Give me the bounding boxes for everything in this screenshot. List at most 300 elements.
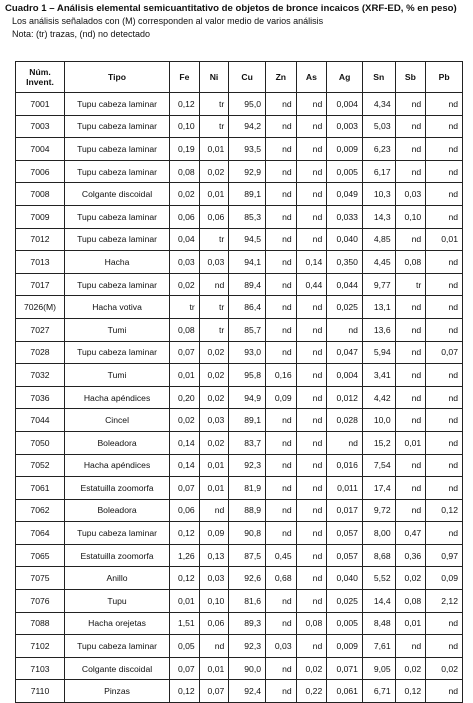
element-value-cell: tr — [199, 115, 229, 138]
column-header: Cu — [229, 62, 266, 93]
element-value-cell: 93,5 — [229, 138, 266, 161]
element-value-cell: nd — [327, 431, 363, 454]
element-value-cell: nd — [266, 341, 297, 364]
element-value-cell: nd — [426, 296, 463, 319]
element-value-cell: nd — [426, 431, 463, 454]
element-value-cell: 0,22 — [296, 680, 327, 703]
object-type-cell: Tupu cabeza laminar — [64, 228, 169, 251]
element-value-cell: 0,19 — [170, 138, 200, 161]
object-type-cell: Cincel — [64, 409, 169, 432]
element-value-cell: nd — [395, 228, 426, 251]
inventory-number-cell: 7052 — [16, 454, 65, 477]
column-header: Sn — [362, 62, 395, 93]
element-value-cell: nd — [266, 522, 297, 545]
element-value-cell: nd — [266, 251, 297, 274]
element-value-cell: 88,9 — [229, 499, 266, 522]
element-value-cell: 0,025 — [327, 590, 363, 613]
element-value-cell: nd — [395, 341, 426, 364]
element-value-cell: nd — [296, 431, 327, 454]
inventory-number-cell: 7004 — [16, 138, 65, 161]
element-value-cell: 17,4 — [362, 477, 395, 500]
element-value-cell: nd — [296, 160, 327, 183]
inventory-number-cell: 7027 — [16, 318, 65, 341]
table-row — [16, 431, 463, 454]
element-value-cell: 0,016 — [327, 454, 363, 477]
object-type-cell: Tupu cabeza laminar — [64, 93, 169, 116]
element-value-cell: nd — [395, 386, 426, 409]
column-header: Fe — [170, 62, 200, 93]
element-value-cell: nd — [426, 205, 463, 228]
element-value-cell: 92,4 — [229, 680, 266, 703]
element-value-cell: 0,06 — [199, 205, 229, 228]
element-value-cell: 0,10 — [395, 205, 426, 228]
table-row — [16, 93, 463, 116]
column-header: Sb — [395, 62, 426, 93]
element-value-cell: 7,61 — [362, 635, 395, 658]
element-value-cell: nd — [296, 183, 327, 206]
element-value-cell: nd — [266, 205, 297, 228]
element-value-cell: 0,20 — [170, 386, 200, 409]
table-row — [16, 657, 463, 680]
object-type-cell: Tumi — [64, 364, 169, 387]
element-value-cell: 0,01 — [199, 183, 229, 206]
inventory-number-cell: 7088 — [16, 612, 65, 635]
element-value-cell: 0,02 — [426, 657, 463, 680]
element-value-cell: 0,003 — [327, 115, 363, 138]
table-row — [16, 228, 463, 251]
element-value-cell: nd — [296, 228, 327, 251]
element-value-cell: 0,08 — [395, 590, 426, 613]
table-row — [16, 590, 463, 613]
element-value-cell: 0,08 — [170, 318, 200, 341]
column-header: Núm. Invent. — [16, 62, 65, 93]
inventory-number-cell: 7008 — [16, 183, 65, 206]
element-value-cell: 87,5 — [229, 544, 266, 567]
element-value-cell: 0,004 — [327, 364, 363, 387]
element-value-cell: 0,02 — [170, 409, 200, 432]
object-type-cell: Tupu cabeza laminar — [64, 273, 169, 296]
element-value-cell: 0,07 — [426, 341, 463, 364]
element-value-cell: nd — [199, 499, 229, 522]
element-value-cell: nd — [266, 409, 297, 432]
element-value-cell: nd — [426, 273, 463, 296]
element-value-cell: 0,01 — [199, 138, 229, 161]
element-value-cell: 0,04 — [170, 228, 200, 251]
element-value-cell: 0,049 — [327, 183, 363, 206]
element-value-cell: nd — [266, 138, 297, 161]
element-value-cell: 89,3 — [229, 612, 266, 635]
element-value-cell: nd — [266, 431, 297, 454]
element-value-cell: 0,01 — [170, 364, 200, 387]
element-value-cell: 0,01 — [199, 454, 229, 477]
element-value-cell: 92,3 — [229, 454, 266, 477]
element-value-cell: nd — [266, 590, 297, 613]
inventory-number-cell: 7009 — [16, 205, 65, 228]
element-value-cell: nd — [426, 93, 463, 116]
element-value-cell: nd — [296, 544, 327, 567]
element-value-cell: 95,8 — [229, 364, 266, 387]
element-value-cell: nd — [296, 115, 327, 138]
element-value-cell: 89,4 — [229, 273, 266, 296]
element-value-cell: nd — [266, 454, 297, 477]
element-value-cell: nd — [266, 93, 297, 116]
element-value-cell: 10,0 — [362, 409, 395, 432]
element-value-cell: nd — [395, 115, 426, 138]
element-value-cell: 5,52 — [362, 567, 395, 590]
element-value-cell: tr — [170, 296, 200, 319]
element-value-cell: 8,48 — [362, 612, 395, 635]
object-type-cell: Pinzas — [64, 680, 169, 703]
element-value-cell: 83,7 — [229, 431, 266, 454]
element-value-cell: 0,16 — [266, 364, 297, 387]
element-value-cell: nd — [426, 251, 463, 274]
element-value-cell: 89,1 — [229, 183, 266, 206]
element-value-cell: 85,7 — [229, 318, 266, 341]
element-value-cell: 14,4 — [362, 590, 395, 613]
element-value-cell: 1,51 — [170, 612, 200, 635]
element-value-cell: nd — [395, 499, 426, 522]
element-value-cell: 0,040 — [327, 567, 363, 590]
element-value-cell: 0,028 — [327, 409, 363, 432]
element-value-cell: 0,45 — [266, 544, 297, 567]
inventory-number-cell: 7006 — [16, 160, 65, 183]
element-value-cell: 0,08 — [170, 160, 200, 183]
table-row — [16, 251, 463, 274]
element-value-cell: 0,017 — [327, 499, 363, 522]
element-value-cell: 0,005 — [327, 160, 363, 183]
element-value-cell: 0,07 — [170, 477, 200, 500]
element-value-cell: 0,09 — [199, 522, 229, 545]
element-value-cell: 4,34 — [362, 93, 395, 116]
table-row — [16, 612, 463, 635]
object-type-cell: Tupu cabeza laminar — [64, 115, 169, 138]
object-type-cell: Colgante discoidal — [64, 183, 169, 206]
element-value-cell: 0,03 — [395, 183, 426, 206]
object-type-cell: Tumi — [64, 318, 169, 341]
object-type-cell: Tupu cabeza laminar — [64, 341, 169, 364]
element-value-cell: 0,057 — [327, 544, 363, 567]
table-row — [16, 635, 463, 658]
element-value-cell: 0,01 — [170, 590, 200, 613]
element-value-cell: 5,94 — [362, 341, 395, 364]
element-value-cell: tr — [199, 296, 229, 319]
element-value-cell: 0,10 — [170, 115, 200, 138]
table-row — [16, 183, 463, 206]
inventory-number-cell: 7102 — [16, 635, 65, 658]
element-value-cell: nd — [266, 499, 297, 522]
column-header: Tipo — [64, 62, 169, 93]
element-value-cell: tr — [199, 228, 229, 251]
table-row — [16, 522, 463, 545]
element-value-cell: 94,1 — [229, 251, 266, 274]
element-value-cell: 93,0 — [229, 341, 266, 364]
inventory-number-cell: 7103 — [16, 657, 65, 680]
element-value-cell: nd — [395, 160, 426, 183]
element-value-cell: 92,3 — [229, 635, 266, 658]
element-value-cell: nd — [199, 635, 229, 658]
object-type-cell: Tupu cabeza laminar — [64, 522, 169, 545]
element-value-cell: nd — [296, 635, 327, 658]
inventory-number-cell: 7012 — [16, 228, 65, 251]
element-value-cell: nd — [266, 183, 297, 206]
element-value-cell: 0,025 — [327, 296, 363, 319]
element-value-cell: 0,03 — [199, 567, 229, 590]
composition-table — [15, 61, 463, 703]
element-value-cell: 95,0 — [229, 93, 266, 116]
inventory-number-cell: 7013 — [16, 251, 65, 274]
element-value-cell: nd — [296, 590, 327, 613]
element-value-cell: 0,02 — [199, 431, 229, 454]
object-type-cell: Estatuilla zoomorfa — [64, 477, 169, 500]
inventory-number-cell: 7026(M) — [16, 296, 65, 319]
table-row — [16, 680, 463, 703]
element-value-cell: 0,01 — [199, 477, 229, 500]
element-value-cell: 0,12 — [170, 680, 200, 703]
element-value-cell: 0,07 — [199, 680, 229, 703]
object-type-cell: Tupu cabeza laminar — [64, 138, 169, 161]
element-value-cell: tr — [199, 318, 229, 341]
object-type-cell: Tupu cabeza laminar — [64, 160, 169, 183]
object-type-cell: Tupu cabeza laminar — [64, 205, 169, 228]
element-value-cell: 86,4 — [229, 296, 266, 319]
element-value-cell: nd — [395, 138, 426, 161]
element-value-cell: 0,040 — [327, 228, 363, 251]
table-caption — [5, 3, 470, 41]
element-value-cell: 0,02 — [170, 273, 200, 296]
element-value-cell: nd — [395, 409, 426, 432]
element-value-cell: 0,68 — [266, 567, 297, 590]
caption-title: Cuadro 1 – Análisis elemental semicuantitativo de objetos de bronce incaicos (XRF-ED, % en peso) — [5, 3, 457, 14]
object-type-cell: Hacha votiva — [64, 296, 169, 319]
element-value-cell: 0,02 — [199, 160, 229, 183]
element-value-cell: 0,12 — [395, 680, 426, 703]
object-type-cell: Hacha apéndices — [64, 454, 169, 477]
element-value-cell: 0,009 — [327, 635, 363, 658]
element-value-cell: 89,1 — [229, 409, 266, 432]
element-value-cell: nd — [426, 138, 463, 161]
element-value-cell: 13,1 — [362, 296, 395, 319]
element-value-cell: 0,350 — [327, 251, 363, 274]
inventory-number-cell: 7032 — [16, 364, 65, 387]
element-value-cell: 0,06 — [170, 205, 200, 228]
element-value-cell: nd — [426, 183, 463, 206]
element-value-cell: 0,14 — [296, 251, 327, 274]
element-value-cell: nd — [426, 386, 463, 409]
table-row — [16, 364, 463, 387]
object-type-cell: Estatuilla zoomorfa — [64, 544, 169, 567]
element-value-cell: nd — [395, 318, 426, 341]
table-row — [16, 318, 463, 341]
element-value-cell: nd — [266, 477, 297, 500]
element-value-cell: 0,03 — [199, 409, 229, 432]
element-value-cell: 0,044 — [327, 273, 363, 296]
element-value-cell: 0,012 — [327, 386, 363, 409]
element-value-cell: nd — [426, 522, 463, 545]
table-row — [16, 296, 463, 319]
element-value-cell: 0,47 — [395, 522, 426, 545]
element-value-cell: 94,5 — [229, 228, 266, 251]
element-value-cell: 0,02 — [395, 567, 426, 590]
element-value-cell: nd — [296, 567, 327, 590]
element-value-cell: 0,14 — [170, 431, 200, 454]
element-value-cell: nd — [266, 228, 297, 251]
element-value-cell: 0,02 — [199, 364, 229, 387]
element-value-cell: nd — [395, 93, 426, 116]
element-value-cell: 0,009 — [327, 138, 363, 161]
element-value-cell: 90,8 — [229, 522, 266, 545]
element-value-cell: 8,68 — [362, 544, 395, 567]
column-header: Ni — [199, 62, 229, 93]
element-value-cell: nd — [296, 205, 327, 228]
table-row — [16, 454, 463, 477]
caption-note-abbreviations: Nota: (tr) trazas, (nd) no detectado — [12, 29, 151, 39]
element-value-cell: nd — [296, 454, 327, 477]
object-type-cell: Tupu cabeza laminar — [64, 635, 169, 658]
table-row — [16, 409, 463, 432]
element-value-cell: nd — [296, 93, 327, 116]
element-value-cell: 0,061 — [327, 680, 363, 703]
element-value-cell: 0,10 — [199, 590, 229, 613]
column-header: As — [296, 62, 327, 93]
element-value-cell: 0,02 — [199, 386, 229, 409]
element-value-cell: nd — [296, 296, 327, 319]
element-value-cell: 0,14 — [170, 454, 200, 477]
element-value-cell: nd — [296, 341, 327, 364]
element-value-cell: nd — [426, 115, 463, 138]
element-value-cell: 5,03 — [362, 115, 395, 138]
element-value-cell: nd — [426, 364, 463, 387]
element-value-cell: 0,071 — [327, 657, 363, 680]
table-row — [16, 477, 463, 500]
table-row — [16, 160, 463, 183]
element-value-cell: 0,08 — [395, 251, 426, 274]
element-value-cell: 94,9 — [229, 386, 266, 409]
object-type-cell: Boleadora — [64, 499, 169, 522]
inventory-number-cell: 7036 — [16, 386, 65, 409]
element-value-cell: 9,72 — [362, 499, 395, 522]
object-type-cell: Boleadora — [64, 431, 169, 454]
table-row — [16, 544, 463, 567]
element-value-cell: 0,02 — [199, 341, 229, 364]
element-value-cell: nd — [266, 657, 297, 680]
element-value-cell: 0,05 — [170, 635, 200, 658]
element-value-cell: nd — [296, 364, 327, 387]
element-value-cell: 0,97 — [426, 544, 463, 567]
inventory-number-cell: 7028 — [16, 341, 65, 364]
element-value-cell: nd — [296, 409, 327, 432]
object-type-cell: Anillo — [64, 567, 169, 590]
element-value-cell: 6,17 — [362, 160, 395, 183]
element-value-cell: 0,02 — [170, 183, 200, 206]
table-row — [16, 567, 463, 590]
element-value-cell: 0,03 — [199, 251, 229, 274]
element-value-cell: 85,3 — [229, 205, 266, 228]
element-value-cell: 4,45 — [362, 251, 395, 274]
table-row — [16, 341, 463, 364]
element-value-cell: 0,02 — [296, 657, 327, 680]
element-value-cell: nd — [426, 409, 463, 432]
object-type-cell: Hacha apéndices — [64, 386, 169, 409]
element-value-cell: 0,08 — [296, 612, 327, 635]
element-value-cell: 0,13 — [199, 544, 229, 567]
element-value-cell: 0,44 — [296, 273, 327, 296]
inventory-number-cell: 7061 — [16, 477, 65, 500]
inventory-number-cell: 7062 — [16, 499, 65, 522]
element-value-cell: nd — [426, 454, 463, 477]
element-value-cell: 92,9 — [229, 160, 266, 183]
element-value-cell: 0,12 — [170, 567, 200, 590]
element-value-cell: 0,057 — [327, 522, 363, 545]
element-value-cell: 0,047 — [327, 341, 363, 364]
element-value-cell: 13,6 — [362, 318, 395, 341]
object-type-cell: Colgante discoidal — [64, 657, 169, 680]
element-value-cell: nd — [296, 477, 327, 500]
element-value-cell: 0,01 — [395, 612, 426, 635]
element-value-cell: 81,6 — [229, 590, 266, 613]
element-value-cell: nd — [296, 138, 327, 161]
element-value-cell: 0,01 — [395, 431, 426, 454]
caption-note-averages: Los análisis señalados con (M) corresponden al valor medio de varios análisis — [12, 16, 324, 26]
element-value-cell: 0,09 — [426, 567, 463, 590]
element-value-cell: 4,42 — [362, 386, 395, 409]
element-value-cell: nd — [199, 273, 229, 296]
element-value-cell: nd — [266, 160, 297, 183]
table-row — [16, 115, 463, 138]
table-row — [16, 205, 463, 228]
element-value-cell: nd — [266, 296, 297, 319]
element-value-cell: 0,01 — [199, 657, 229, 680]
inventory-number-cell: 7110 — [16, 680, 65, 703]
object-type-cell: Hacha — [64, 251, 169, 274]
element-value-cell: nd — [426, 680, 463, 703]
element-value-cell: nd — [395, 296, 426, 319]
element-value-cell: 0,09 — [266, 386, 297, 409]
element-value-cell: 6,71 — [362, 680, 395, 703]
element-value-cell: 0,07 — [170, 341, 200, 364]
element-value-cell: nd — [426, 477, 463, 500]
element-value-cell: tr — [199, 93, 229, 116]
element-value-cell: 10,3 — [362, 183, 395, 206]
element-value-cell: nd — [395, 454, 426, 477]
element-value-cell: 0,36 — [395, 544, 426, 567]
element-value-cell: 0,004 — [327, 93, 363, 116]
column-header: Zn — [266, 62, 297, 93]
element-value-cell: 0,011 — [327, 477, 363, 500]
element-value-cell: nd — [327, 318, 363, 341]
element-value-cell: 15,2 — [362, 431, 395, 454]
object-type-cell: Tupu — [64, 590, 169, 613]
element-value-cell: 0,07 — [170, 657, 200, 680]
element-value-cell: nd — [395, 635, 426, 658]
element-value-cell: 92,6 — [229, 567, 266, 590]
column-header: Pb — [426, 62, 463, 93]
table-row — [16, 273, 463, 296]
inventory-number-cell: 7075 — [16, 567, 65, 590]
element-value-cell: 8,00 — [362, 522, 395, 545]
element-value-cell: 0,033 — [327, 205, 363, 228]
column-header: Ag — [327, 62, 363, 93]
element-value-cell: 6,23 — [362, 138, 395, 161]
table-row — [16, 386, 463, 409]
element-value-cell: 0,005 — [327, 612, 363, 635]
element-value-cell: 0,12 — [170, 522, 200, 545]
element-value-cell: 81,9 — [229, 477, 266, 500]
table-row — [16, 499, 463, 522]
element-value-cell: nd — [266, 115, 297, 138]
element-value-cell: nd — [266, 612, 297, 635]
element-value-cell: nd — [266, 318, 297, 341]
element-value-cell: nd — [266, 680, 297, 703]
